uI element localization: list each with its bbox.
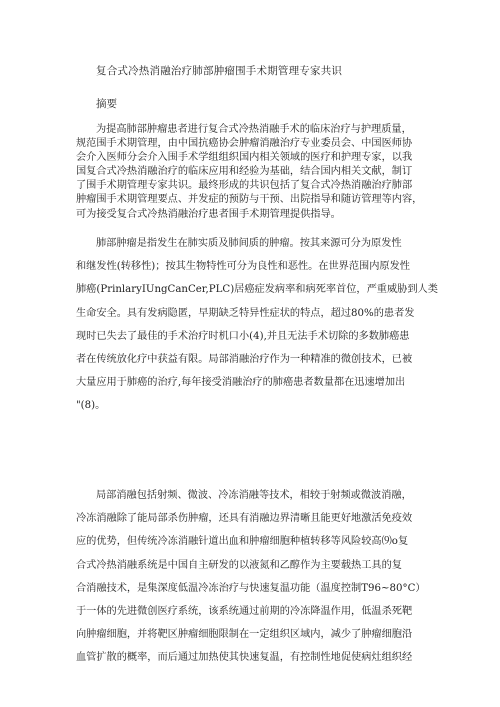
body-line: 生命安全。具有发病隐匿，早期缺乏特异性症状的特点，超过80%的患者发 [76,307,415,319]
abstract-line: 了围手术期管理专家共识。最终形成的共识包括了复合式冷热消融治疗肺部 [76,180,413,192]
abstract-line: 国复合式冷热消融治疗的临床应用和经验为基础，结合国内相关文献，制订 [76,166,413,178]
body-line: 者在传统放化疗中获益有限。局部消融治疗作为一种精准的微创技术，已被 [76,353,413,365]
body-line: 冷冻消融除了能局部杀伤肿瘤，还具有消融边界清晰且能更好地激活免疫效 [76,513,413,525]
body-line: 肺部肿瘤是指发生在肺实质及肺间质的肿瘤。按其来源可分为原发性 [96,238,402,249]
abstract-line: 肿瘤围手术期管理要点、并发症的预防与干预、出院指导和随访管理等内容， [76,194,423,206]
abstract-line: 规范围手术期管理，由中国抗癌协会肿瘤消融治疗专业委员会、中国医师协 [76,138,413,150]
body-paragraph-1 [76,232,436,418]
body-line: 血管扩散的概率，而后通过加热使其快速复温，有控制性地促使病灶组织经 [76,652,413,664]
body-paragraph-2 [76,484,436,670]
body-line: 局部消融包括射频、微波、冷冻消融等技术，相较于射频或微波消融， [96,490,412,501]
document-title: 复合式冷热消融治疗肺部肿瘤围手术期管理专家共识 [96,65,343,77]
body-line: 肺癌(PrinlaryIUngCanCer,PLC)居癌症发病率和病死率首位，严重威胁到人类 [76,284,438,296]
abstract-line: 会介入医师分会介入围手术学组组织国内相关领域的医疗和护理专家，以我 [76,152,413,164]
body-line: 于一体的先进微创医疗系统，该系统通过前期的冷冻降温作用，低温杀死靶 [76,605,413,617]
body-line: 向肿瘤细胞，并将靶区肿瘤细胞限制在一定组织区域内，减少了肿瘤细胞沿 [76,629,413,641]
body-line: 大量应用于肺癌的治疗,每年接受消融治疗的肺癌患者数量都在迅速增加出 [76,377,406,389]
body-line: 现时已失去了最佳的手术治疗时机口小(4),并且无法手术切除的多数肺癌患 [76,330,410,342]
body-line: "(8)。 [76,400,106,412]
body-line: 和继发性(转移性)；按其生物特性可分为良性和恶性。在世界范围内原发性 [76,261,410,273]
abstract-line: 可为接受复合式冷热消融治疗患者围手术期管理提供指导。 [76,208,341,220]
body-line: 合式冷热消融系统是中国自主研发的以液氮和乙醇作为主要载热工具的复 [76,559,402,571]
abstract-heading: 摘要 [96,98,117,110]
body-line: 合消融技术，是集深度低温冷冻治疗与快速复温功能（温度控制T96~80°C） [76,582,426,594]
abstract-paragraph [76,123,432,222]
body-line: 应的优势，但传统冷冻消融针道出血和肿瘤细胞种植转移等风险较高⑼o复 [76,536,409,548]
abstract-line: 为提高肺部肿瘤患者进行复合式冷热消融手术的临床治疗与护理质量， [96,124,412,135]
